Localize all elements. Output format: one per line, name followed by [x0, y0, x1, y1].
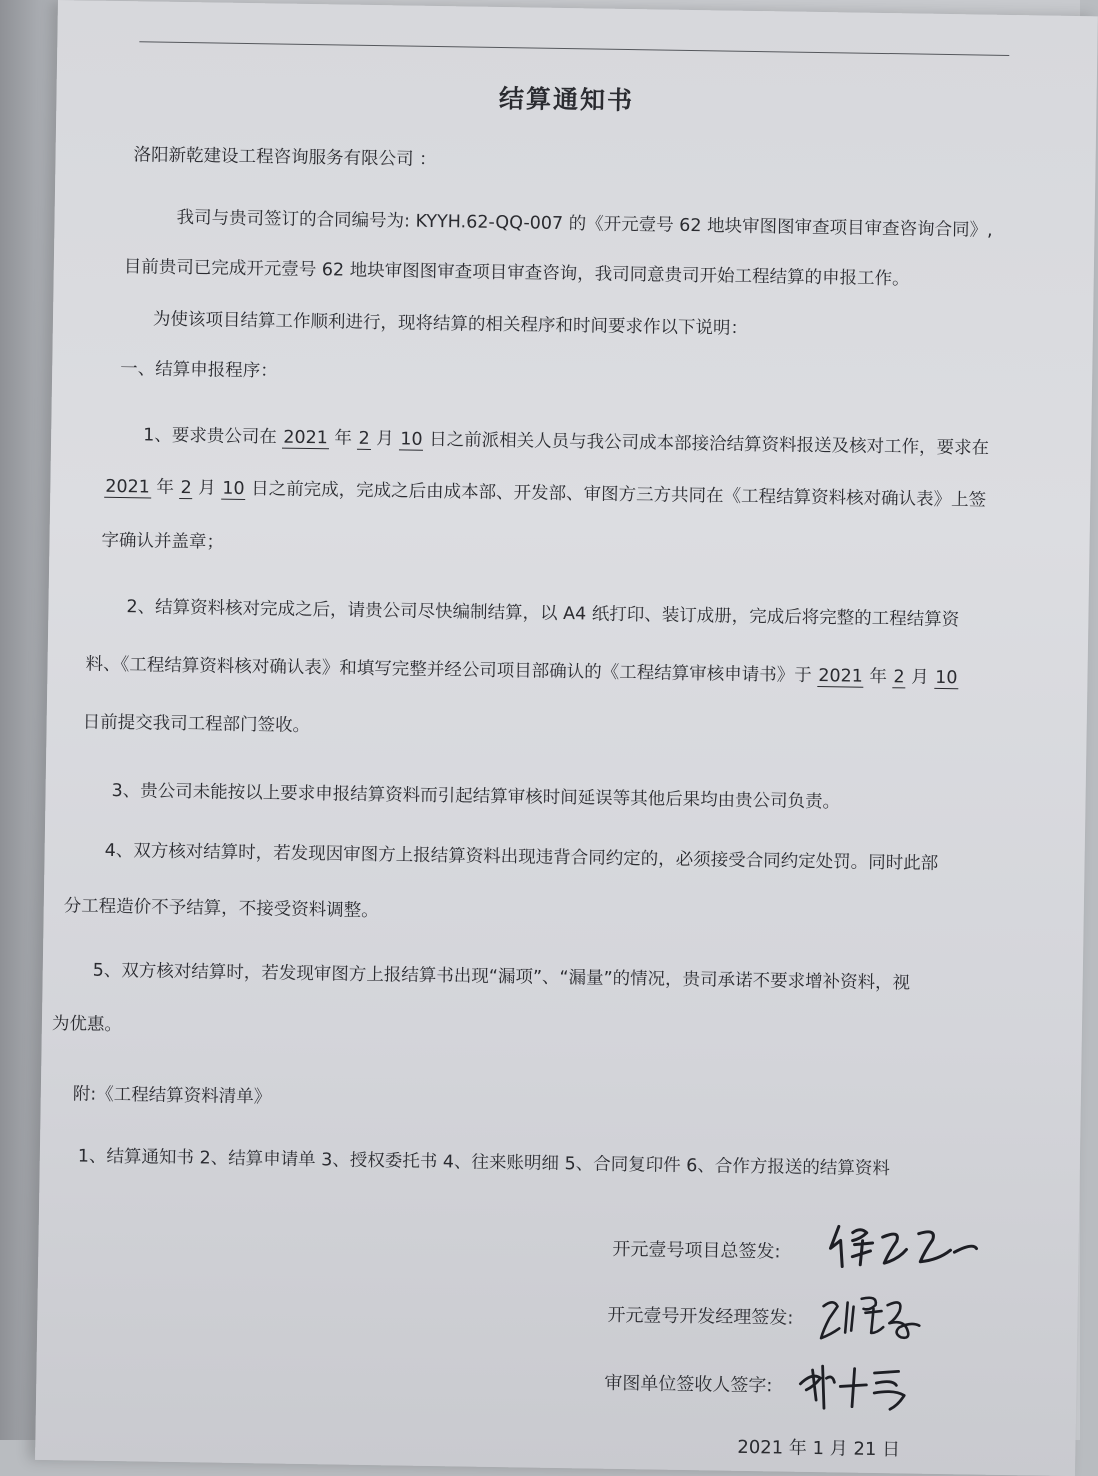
deadline-year: 2021 [283, 427, 329, 449]
attachment-list: 1、结算通知书 2、结算申请单 3、授权委托书 4、往来账明细 5、合同复印件 6、合作方报送的结算资料 [77, 1146, 891, 1180]
item-5-line-1: 5、双方核对结算时，若发现审图方上报结算书出现“漏项”、“漏量”的情况，贵司承诺不要求增补资料，视 [92, 960, 911, 994]
deadline-month: 2 [358, 428, 370, 449]
document-title: 结算通知书 [498, 83, 635, 116]
addressee: 洛阳新乾建设工程咨询服务有限公司 ： [133, 145, 437, 170]
dev-manager-label: 开元壹号开发经理签发: [607, 1304, 794, 1329]
item-2-line-1: 2、结算资料核对完成之后，请贵公司尽快编制结算，以 A4 纸打印、装订成册，完成后将完整的工程结算资 [126, 597, 960, 631]
header-rule [139, 41, 1009, 56]
item-4-line-2: 分工程造价不予结算，不接受资料调整。 [63, 896, 379, 922]
deadline-year: 2021 [818, 666, 863, 687]
dev-manager-signature [817, 1288, 928, 1346]
deadline-day: 10 [935, 667, 958, 689]
deadline-year: 2021 [105, 476, 151, 498]
deadline-month: 2 [893, 667, 905, 688]
section-heading-procedure: 一、结算申报程序： [120, 359, 278, 382]
issue-date: 2021 年 1 月 21 日 [737, 1436, 901, 1461]
deadline-day: 10 [222, 478, 245, 499]
item-1-line-1: 1、要求贵公司在 2021 年 2 月 10 日之前派相关人员与我公司成本部接洽结算资料报送及核对工作，要求在 [143, 425, 990, 459]
intro-line-2: 目前贵司已完成开元壹号 62 地块审图图审查项目审查咨询，我司同意贵司开始工程结算的申报工作。 [123, 257, 910, 290]
notice-page [35, 0, 1098, 1476]
reviewer-label: 审图单位签收人签字: [604, 1372, 773, 1397]
item-4-line-1: 4、双方核对结算时，若发现因审图方上报结算资料出现违背合同约定的，必须接受合同约定处罚。同时此部 [104, 840, 939, 874]
item-2-line-2: 料、《工程结算资料核对确认表》和填写完整并经公司项目部确认的《工程结算审核申请书》于 2021 年 2 月 10 [85, 654, 958, 689]
reviewer-signature [794, 1356, 925, 1416]
item-2-line-3: 日前提交我司工程部门签收。 [82, 712, 311, 737]
intro-line-3: 为使该项目结算工作顺利进行，现将结算的相关程序和时间要求作以下说明： [152, 309, 749, 339]
project-director-label: 开元壹号项目总签发: [612, 1238, 781, 1263]
item-1-line-3: 字确认并盖章； [101, 530, 225, 553]
item-1-line-2: 2021 年 2 月 10 日之前完成，完成之后由成本部、开发部、审图方三方共同在《工程结算资料核对确认表》上签 [105, 476, 987, 511]
deadline-month: 2 [180, 477, 192, 499]
intro-line-1: 我司与贵司签订的合同编号为: KYYH.62-QQ-007 的《开元壹号 62 地块审图图审查项目审查咨询合同》, [176, 207, 993, 241]
item-3: 3、贵公司未能按以上要求申报结算资料而引起结算审核时间延误等其他后果均由贵公司负责。 [111, 780, 841, 813]
attachment-heading: 附:《工程结算资料清单》 [72, 1084, 272, 1108]
deadline-day: 10 [400, 429, 423, 450]
project-director-signature [826, 1218, 987, 1273]
item-5-line-2: 为优惠。 [51, 1014, 123, 1036]
